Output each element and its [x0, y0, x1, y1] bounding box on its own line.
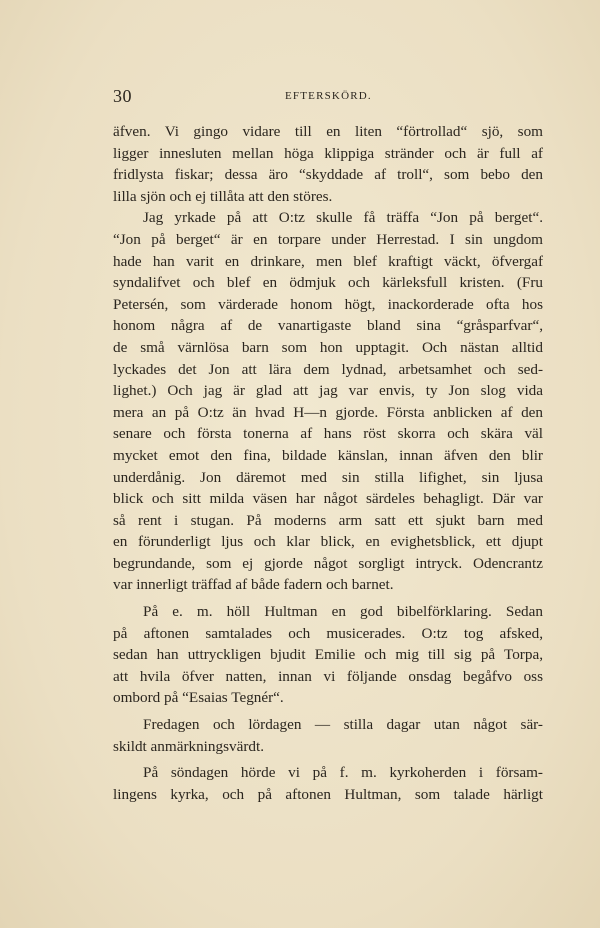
- text-line: en förunderligt ljus och klar blick, en evighetsblick, ett djupt: [113, 533, 543, 551]
- text-line: äfven. Vi gingo vidare till en liten “förtrollad“ sjö, som: [113, 123, 543, 140]
- text-line: mera an på O:tz än hvad H—n gjorde. Första anblicken af den: [113, 403, 543, 421]
- text-line: skildt anmärkningsvärdt.: [113, 737, 265, 755]
- text-line: de små värnlösa barn som hon upptagit. Och nästan alltid: [113, 338, 543, 356]
- text-line: blick och sitt milda väsen har något särdeles behagligt. Där var: [113, 490, 543, 508]
- page-header: [113, 86, 543, 106]
- text-line: begrundande, som ej gjorde något sorgligt intryck. Odencrantz: [113, 554, 543, 572]
- text-line: På e. m. höll Hultman en god bibelförklaring. Sedan: [143, 603, 543, 621]
- text-line: att hvila öfver natten, innan vi följande onsdag begåfvo oss: [113, 667, 543, 685]
- text-line: sedan han uttryckligen bjudit Emilie och mig till sig på Torpa,: [113, 646, 543, 664]
- text-line: på aftonen samtalades och musicerades. O:tz tog afsked,: [113, 624, 543, 642]
- text-line: lilla sjön och ej tillåta att den störes.: [113, 187, 333, 205]
- text-line: ligger innesluten mellan höga klippiga stränder och är full af: [113, 144, 543, 162]
- text-line: “Jon på berget“ är en torpare under Herrestad. I sin ungdom: [113, 230, 543, 248]
- running-title: EFTERSKÖRD.: [285, 90, 372, 102]
- text-line: mycket emot den fina, bildade känslan, innan äfven den blir: [113, 446, 543, 464]
- text-line: var innerligt träffad af både fadern och barnet.: [113, 576, 394, 594]
- text-line: Jag yrkade på att O:tz skulle få träffa “Jon på berget“.: [143, 209, 543, 227]
- text-line: lighet.) Och jag är glad att jag var envis, ty Jon slog vida: [113, 382, 543, 400]
- body-text: [113, 121, 543, 805]
- page-number: 30: [113, 86, 132, 106]
- text-line: hade han varit en drinkare, men blef kraftigt väckt, öfvergaf: [113, 252, 543, 270]
- text-line: lyckades det Jon att lära dem lydnad, arbetsamhet och sed-: [113, 360, 543, 378]
- text-line: Fredagen och lördagen — stilla dagar utan något sär-: [143, 716, 543, 734]
- text-line: honom några af de vanartigaste bland sina “gråsparfvar“,: [113, 317, 543, 335]
- text-line: syndalifvet och blef en ödmjuk och kärleksfull kristen. (Fru: [113, 274, 543, 292]
- text-line: så rent i stugan. På moderns arm satt ett sjukt barn med: [113, 511, 543, 529]
- text-line: underdånig. Jon däremot med sin stilla lifighet, sin ljusa: [113, 468, 543, 486]
- text-line: fridlysta fiskar; dessa äro “skyddade af troll“, som bebo den: [113, 166, 543, 184]
- text-line: senare och första tonerna af hans röst skorra och skära väl: [113, 425, 543, 443]
- text-line: Petersén, som värderade honom högt, inackorderade ofta hos: [113, 295, 543, 313]
- text-line: På söndagen hörde vi på f. m. kyrkoherden i försam-: [143, 764, 543, 782]
- text-line: ombord på “Esaias Tegnér“.: [113, 689, 284, 707]
- text-line: lingens kyrka, och på aftonen Hultman, som talade härligt: [113, 785, 543, 803]
